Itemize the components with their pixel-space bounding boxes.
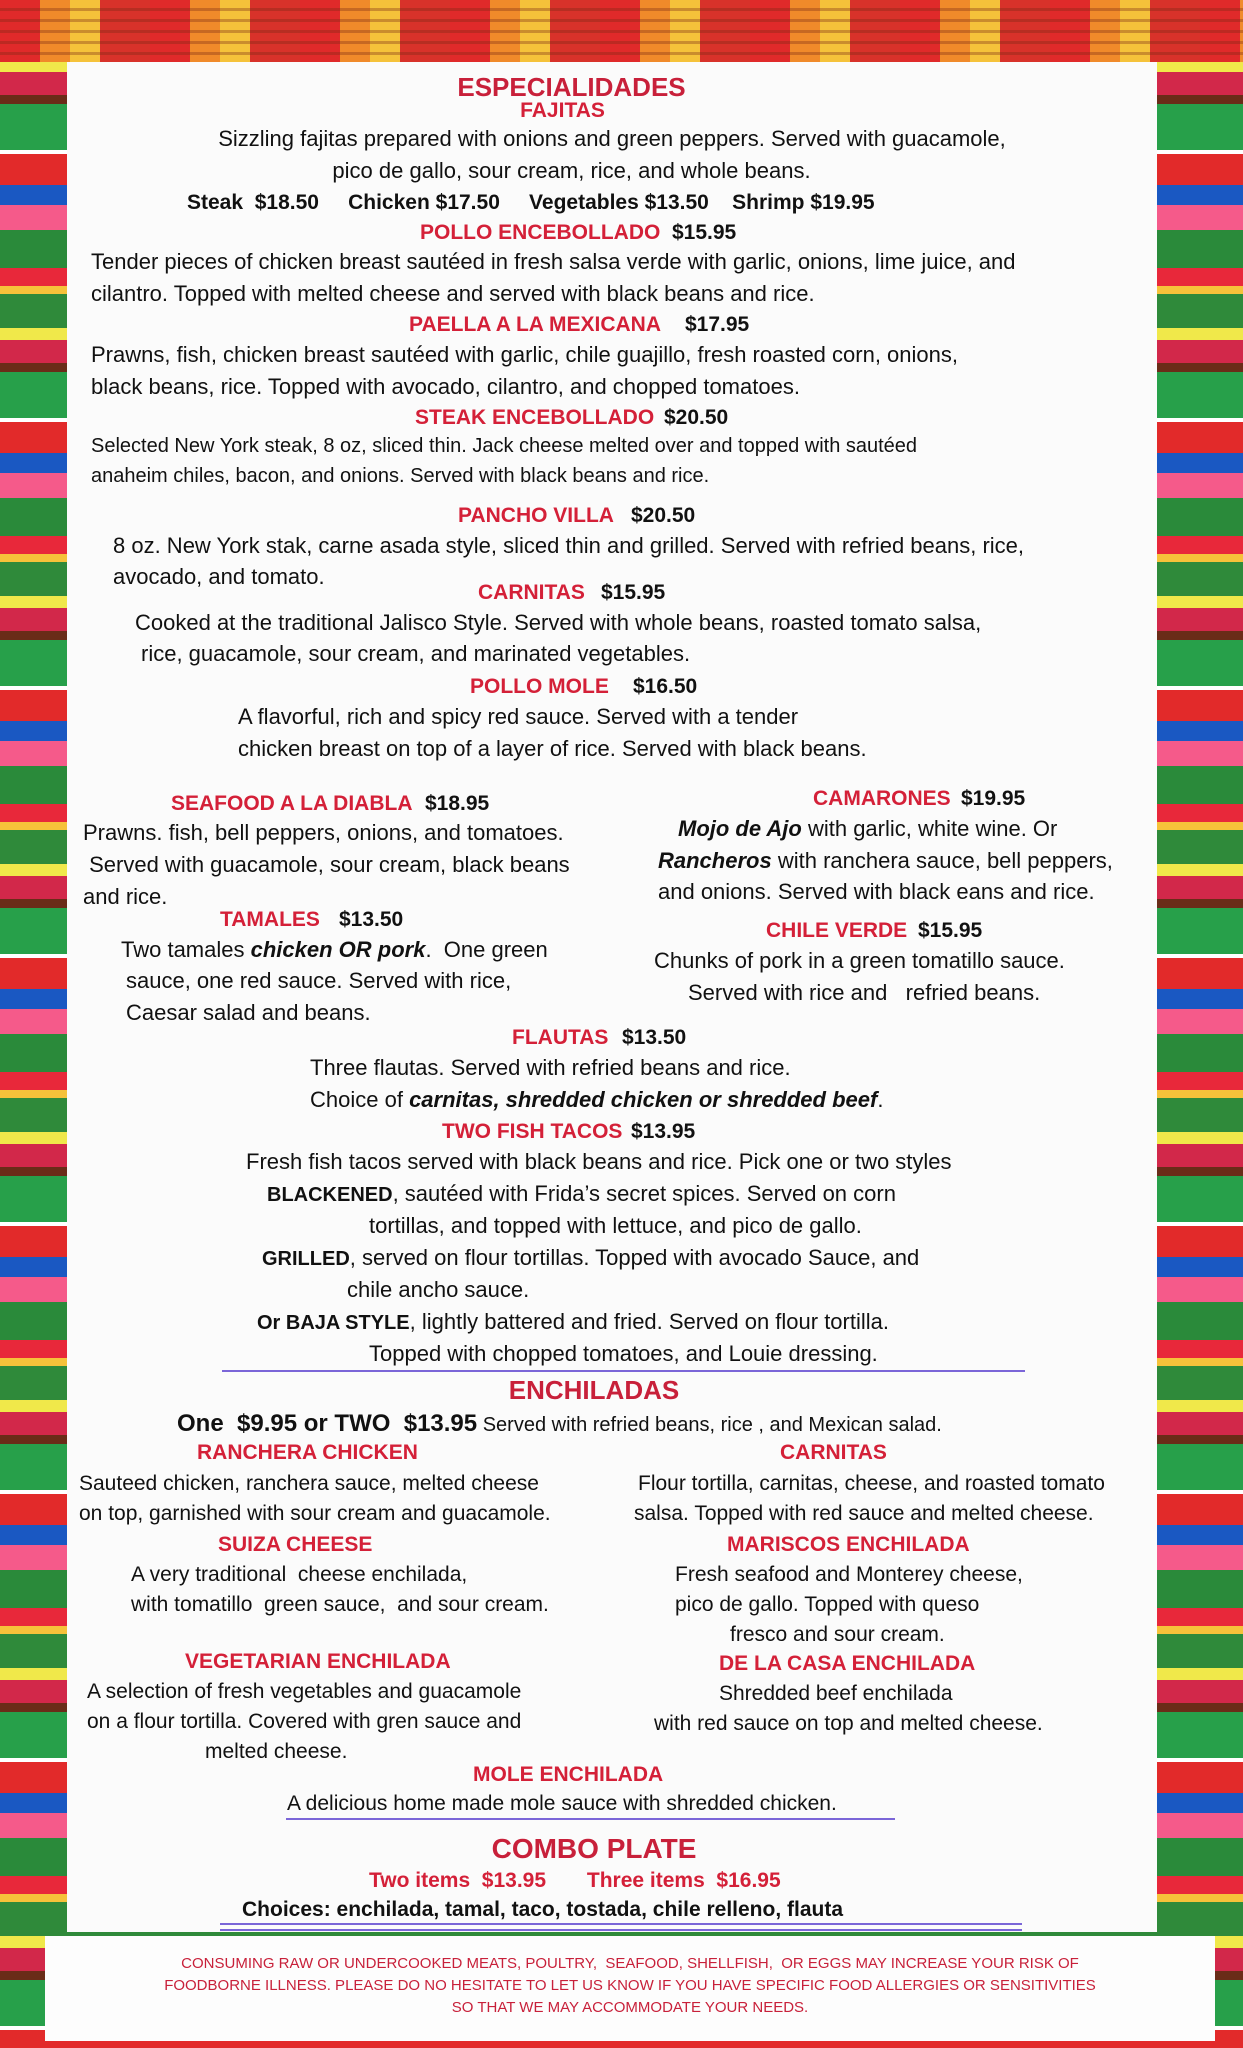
fish-tacos-grilled-2: chile ancho sauce. [347,1277,530,1302]
carnitas-desc-2: rice, guacamole, sour cream, and marinated vegetables. [141,641,691,666]
divider-rule [222,1370,1025,1372]
tamales-desc-1 [121,937,548,963]
item-name-fish-tacos: TWO FISH TACOS [442,1120,623,1143]
section-title-combo: COMBO PLATE [491,1833,697,1864]
price-tamales: $13.50 [339,908,404,931]
pollo-encebollado-desc-2: cilantro. Topped with melted cheese and served with black beans and rice. [91,281,815,306]
tamales-desc-1c: . One green [425,937,548,962]
style-baja: Or BAJA STYLE [257,1312,410,1334]
fish-tacos-blackened [267,1181,896,1207]
item-name-pancho-villa: PANCHO VILLA [458,504,614,527]
price-pollo-mole: $16.50 [633,675,698,698]
chile-verde-desc-1: Chunks of pork in a green tomatillo sauce. [654,948,1065,973]
item-name-seafood-diabla: SEAFOOD A LA DIABLA [171,792,413,815]
divider-rule-combo-2 [220,1929,1022,1931]
fish-tacos-grilled [262,1245,919,1271]
section-title-enchiladas: ENCHILADAS [508,1375,680,1405]
fish-tacos-blackened-2: tortillas, and topped with lettuce, and pico de gallo. [369,1213,862,1238]
price-paella: $17.95 [685,313,750,336]
ranchera-desc-1: Sauteed chicken, ranchera sauce, melted cheese [79,1472,539,1495]
item-name-pollo-encebollado: POLLO ENCEBOLLADO [420,221,661,244]
carnitas-enchilada-desc-1: Flour tortilla, carnitas, cheese, and roasted tomato [638,1472,1105,1495]
tamales-desc-2: sauce, one red sauce. Served with rice, [126,968,512,993]
item-name-tamales: TAMALES [220,908,320,931]
section-title-especialidades: ESPECIALIDADES [457,72,686,102]
de-la-casa-desc-2: with red sauce on top and melted cheese. [654,1712,1043,1735]
blackened-desc: , sautéed with Frida’s secret spices. Served on corn [392,1181,896,1206]
mariscos-desc-1: Fresh seafood and Monterey cheese, [675,1563,1023,1586]
divider-rule-mole [286,1818,895,1820]
baja-desc: , lightly battered and fried. Served on flour tortilla. [409,1309,889,1334]
vegetarian-desc-3: melted cheese. [205,1740,348,1763]
style-grilled: GRILLED [262,1248,350,1270]
style-mojo-de-ajo: Mojo de Ajo [678,816,802,841]
item-name-flautas: FLAUTAS [512,1026,609,1049]
camarones-desc-1 [678,816,1057,842]
fajitas-desc-2: pico de gallo, sour cream, rice, and whole beans. [332,158,811,183]
footer-warning-1: CONSUMING RAW OR UNDERCOOKED MEATS, POULTRY, SEAFOOD, SHELLFISH, OR EGGS MAY INCREASE YOUR RISK OF [181,1955,1079,1972]
pancho-villa-desc-2: avocado, and tomato. [113,564,325,589]
carnitas-enchilada-desc-2: salsa. Topped with red sauce and melted cheese. [634,1502,1094,1525]
item-name-steak-encebollado: STEAK ENCEBOLLADO [415,406,655,429]
item-name-fajitas: FAJITAS [520,99,605,122]
item-name-mariscos: MARISCOS ENCHILADA [727,1533,970,1556]
chile-verde-desc-2: Served with rice and refried beans. [688,980,1041,1005]
combo-prices: Two items $13.95 Three items $16.95 [369,1869,781,1892]
vegetarian-desc-1: A selection of fresh vegetables and guacamole [87,1680,522,1703]
paella-desc-1: Prawns, fish, chicken breast sautéed with garlic, chile guajillo, fresh roasted corn, onions, [91,342,958,367]
price-chile-verde: $15.95 [918,919,983,942]
tamales-desc-1a: Two tamales [121,937,251,962]
flautas-desc-2c: . [877,1087,884,1112]
item-name-mole-enchilada: MOLE ENCHILADA [473,1763,664,1786]
enchiladas-price-options: One $9.95 or TWO $13.95 [177,1410,478,1437]
item-name-carnitas: CARNITAS [478,581,585,604]
flautas-desc-2a: Choice of [310,1087,410,1112]
camarones-desc-2 [658,848,1113,874]
price-pancho-villa: $20.50 [631,504,696,527]
enchiladas-pricing [177,1410,942,1439]
tamales-choice: chicken OR pork [250,937,426,962]
divider-rule-combo-1 [220,1923,1022,1925]
fajitas-desc-1: Sizzling fajitas prepared with onions and green peppers. Served with guacamole, [218,126,1006,151]
fajitas-prices: Steak $18.50 Chicken $17.50 Vegetables $13.50 Shrimp $19.95 [187,191,875,214]
price-flautas: $13.50 [622,1026,687,1049]
paella-desc-2: black beans, rice. Topped with avocado, cilantro, and chopped tomatoes. [91,374,800,399]
item-name-carnitas-enchilada: CARNITAS [780,1441,887,1464]
item-name-vegetarian: VEGETARIAN ENCHILADA [185,1650,451,1673]
suiza-desc-1: A very traditional cheese enchilada, [131,1563,468,1586]
de-la-casa-desc-1: Shredded beef enchilada [719,1682,953,1705]
suiza-desc-2: with tomatillo green sauce, and sour cream. [131,1593,549,1616]
mole-enchilada-desc: A delicious home made mole sauce with shredded chicken. [287,1792,837,1815]
camarones-desc-3: and onions. Served with black eans and rice. [658,879,1095,904]
fish-tacos-baja [257,1309,889,1335]
item-name-paella: PAELLA A LA MEXICANA [409,313,661,336]
ranchera-desc-2: on top, garnished with sour cream and guacamole. [79,1502,551,1525]
mariscos-desc-2: pico de gallo. Topped with queso [675,1593,980,1616]
vegetarian-desc-2: on a flour tortilla. Covered with gren sauce and [87,1710,522,1733]
item-name-camarones: CAMARONES [813,787,951,810]
price-fish-tacos: $13.95 [631,1120,696,1143]
seafood-diabla-desc-3: and rice. [83,884,168,909]
camarones-desc-2-text: with ranchera sauce, bell peppers, [771,848,1113,873]
price-steak-encebollado: $20.50 [664,406,729,429]
combo-choices: Choices: enchilada, tamal, taco, tostada, chile relleno, flauta [242,1898,844,1921]
footer-warning-3: SO THAT WE MAY ACCOMMODATE YOUR NEEDS. [451,1999,809,2016]
price-seafood-diabla: $18.95 [425,792,490,815]
item-name-pollo-mole: POLLO MOLE [470,675,609,698]
price-carnitas: $15.95 [601,581,666,604]
item-name-ranchera-chicken: RANCHERA CHICKEN [197,1441,418,1464]
price-pollo-encebollado: $15.95 [672,221,737,244]
pollo-mole-desc-1: A flavorful, rich and spicy red sauce. Served with a tender [238,704,799,729]
enchiladas-pricing-desc: Served with refried beans, rice , and Mexican salad. [477,1414,942,1436]
flautas-choices: carnitas, shredded chicken or shredded beef [409,1087,878,1112]
serape-top-band [0,0,1243,62]
grilled-desc: , served on flour tortillas. Topped with avocado Sauce, and [349,1245,920,1270]
price-camarones: $19.95 [961,787,1026,810]
flautas-desc-2 [310,1087,883,1113]
steak-encebollado-desc-1: Selected New York steak, 8 oz, sliced thin. Jack cheese melted over and topped with sautéed [91,435,918,457]
tamales-desc-3: Caesar salad and beans. [126,1000,371,1025]
footer-warning-2: FOODBORNE ILLNESS. PLEASE DO NO HESITATE TO LET US KNOW IF YOU HAVE SPECIFIC FOOD ALLERGIES OR SENSITIVITIES [164,1977,1096,1994]
flautas-desc-1: Three flautas. Served with refried beans and rice. [310,1055,791,1080]
carnitas-desc-1: Cooked at the traditional Jalisco Style. Served with whole beans, roasted tomato salsa, [135,610,982,635]
item-name-suiza: SUIZA CHEESE [218,1533,373,1556]
seafood-diabla-desc-2: Served with guacamole, sour cream, black beans [83,852,570,877]
style-rancheros: Rancheros [658,848,772,873]
style-blackened: BLACKENED [267,1184,393,1206]
item-name-de-la-casa: DE LA CASA ENCHILADA [719,1652,976,1675]
mariscos-desc-3: fresco and sour cream. [730,1623,945,1646]
steak-encebollado-desc-2: anaheim chiles, bacon, and onions. Served with black beans and rice. [91,465,710,487]
seafood-diabla-desc-1: Prawns. fish, bell peppers, onions, and tomatoes. [83,820,564,845]
item-name-chile-verde: CHILE VERDE [766,919,908,942]
pollo-encebollado-desc-1: Tender pieces of chicken breast sautéed in fresh salsa verde with garlic, onions, lime juice, and [91,249,1016,274]
camarones-desc-1-text: with garlic, white wine. Or [801,816,1058,841]
fish-tacos-baja-2: Topped with chopped tomatoes, and Louie dressing. [369,1341,878,1366]
fish-tacos-desc-1: Fresh fish tacos served with black beans and rice. Pick one or two styles [246,1149,952,1174]
pollo-mole-desc-2: chicken breast on top of a layer of rice. Served with black beans. [238,736,867,761]
pancho-villa-desc-1: 8 oz. New York stak, carne asada style, sliced thin and grilled. Served with refried beans, rice, [113,533,1025,558]
